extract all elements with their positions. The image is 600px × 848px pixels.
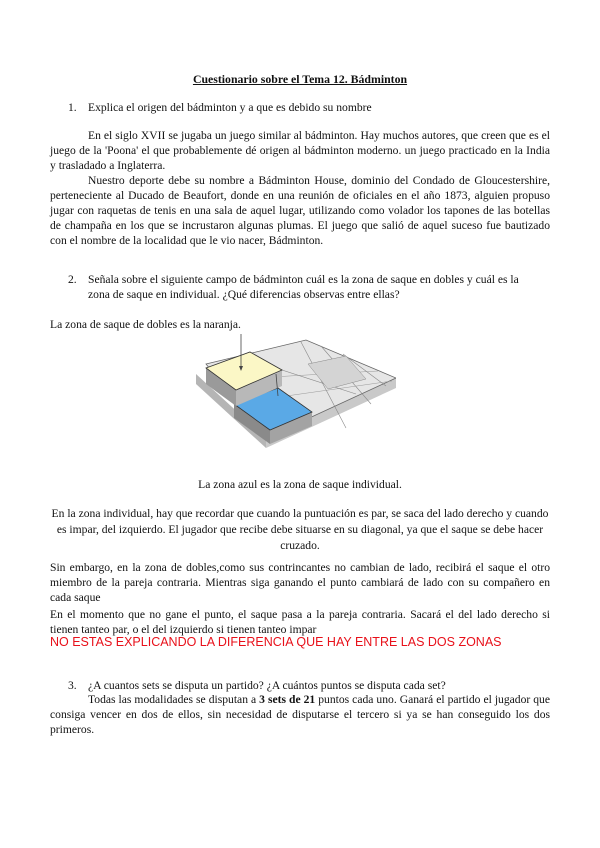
serve-change-explanation: En el momento que no gane el punto, el saque pasa a la pareja contraria. Sacará el del lado derecho si tienen tanteo par, o el del izquierdo si tienen tanteo impar [50,608,550,636]
doubles-zone-answer: La zona de saque de dobles es la naranja. [50,318,241,331]
answer-text: puntos cada uno. Ganará el partido el jugador que consiga vencer en dos de ellos, sin necesidad de disputarse el tercero si ya se han conseguido los dos primeros. [50,693,550,736]
question-1 [0,100,600,116]
answer-paragraph: En el siglo XVII se jugaba un juego similar al bádminton. Hay muchos autores, que creen que es el juego de la 'Poona' el que probablemente dé origen al bádminton moderno. un juego practicado en la India y trasladado a Inglaterra. [50,129,550,172]
answer-paragraph [50,692,550,737]
page-title: Cuestionario sobre el Tema 12. Bádminton [192,72,408,86]
question-text: Señala sobre el siguiente campo de bádminton cuál es la zona de saque en dobles y cuál es la zona de saque en individual. ¿Qué diferencias observas entre ellas? [88,273,519,301]
question-text: ¿A cuantos sets se disputa un partido? ¿A cuántos puntos se disputa cada set? [88,679,446,692]
answer-paragraph: Nuestro deporte debe su nombre a Bádminton House, dominio del Condado de Gloucestershire, perteneciente al Ducado de Beaufort, donde en una reunión de oficiales en el año 1873, alguien propuso jugar con raquetas de tenis en una sala de aquel lugar, utilizando como volador los tapones de las botellas de champaña en los que se incrustaron algunas plumas. El juego que salió de aquel suceso fue bautizado con el nombre de la localidad que le vio nacer, Bádminton. [50,174,550,247]
singles-zone-answer: La zona azul es la zona de saque individual. [198,478,402,491]
answer-text: Todas las modalidades se disputan a [88,693,260,706]
question-number: 3. [68,679,77,692]
answer-bold-text: 3 sets de 21 [259,693,316,706]
doubles-zone-explanation: Sin embargo, en la zona de dobles,como sus contrincantes no cambian de lado, recibirá el saque el otro miembro de la pareja contraria. Mientras siga ganando el punto cambiará de lado con su compañero en cada saque [50,561,550,604]
question-number: 2. [68,273,77,286]
question-text: Explica el origen del bádminton y a que es debido su nombre [88,101,372,114]
teacher-correction-note: NO ESTAS EXPLICANDO LA DIFERENCIA QUE HAY ENTRE LAS DOS ZONAS [50,635,502,649]
question-number: 1. [68,101,77,114]
badminton-court-diagram [196,334,396,459]
question-2 [0,272,600,304]
individual-zone-explanation: En la zona individual, hay que recordar que cuando la puntuación es par, se saca del lado derecho y cuando es impar, del izquierdo. El jugador que recibe debe situarse en su diagonal, ya que el saque se debe hacer cruzado. [51,507,549,552]
